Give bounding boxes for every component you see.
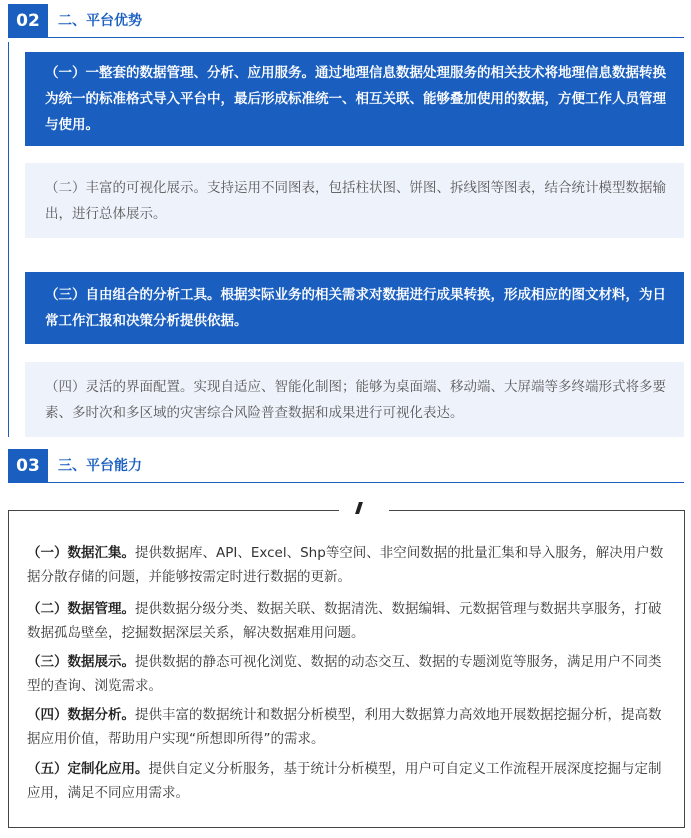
capability-text: 提供丰富的数据统计和数据分析模型，利用大数据算力高效地开展数据挖掘分析，提高数据应用价值，帮助用户实现“所想即所得”的需求。 (27, 707, 662, 747)
capability-text: 提供数据分级分类、数据关联、数据清洗、数据编辑、元数据管理与数据共享服务，打破数据孤岛壁垒，挖掘数据深层关系，解决数据难用问题。 (27, 601, 662, 641)
advantage-card-4 (25, 362, 684, 437)
section-underline (48, 482, 684, 483)
section-underline (48, 37, 684, 38)
section-number-badge: 02 (8, 4, 48, 38)
capability-text: 提供自定义分析服务，基于统计分析模型，用户可自定义工作流程开展深度挖掘与定制应用，满足不同应用需求。 (27, 761, 662, 801)
advantage-card-3 (25, 272, 684, 344)
section-header-capabilities (8, 449, 684, 483)
advantage-card-text: （二）丰富的可视化展示。支持运用不同图表，包括柱状图、饼图、拆线图等图表，结合统计模型数据输出，进行总体展示。 (45, 179, 666, 222)
section-header-advantages (8, 4, 684, 38)
capability-label: （四）数据分析。 (27, 707, 135, 723)
capability-item-5 (27, 757, 672, 805)
advantage-card-text: （一）一整套的数据管理、分析、应用服务。通过地理信息数据处理服务的相关技术将地理信息数据转换为统一的标准格式导入平台中，最后形成标准统一、相互关联、能够叠加使用的数据，方便工作人员管理与使用。 (45, 65, 666, 133)
advantage-card-2 (25, 163, 684, 238)
capability-item-3 (27, 650, 672, 698)
capability-text: 提供数据的静态可视化浏览、数据的动态交互、数据的专题浏览等服务，满足用户不同类型的查询、浏览需求。 (27, 654, 662, 694)
section-title: 三、平台能力 (58, 458, 142, 474)
capability-item-4 (27, 703, 672, 751)
capability-text: 提供数据库、API、Excel、Shp等空间、非空间数据的批量汇集和导入服务，解决用户数据分散存储的问题，并能够按需定时进行数据的更新。 (27, 545, 664, 585)
capability-box (8, 510, 685, 828)
section-left-rule (8, 42, 9, 437)
section-number-badge: 03 (8, 449, 48, 483)
capability-item-2 (27, 597, 672, 645)
capability-label: （五）定制化应用。 (27, 761, 149, 777)
box-border-gap (339, 508, 389, 514)
advantage-card-1 (25, 52, 684, 146)
advantage-card-text: （四）灵活的界面配置。实现自适应、智能化制图；能够为桌面端、移动端、大屏端等多终端形式将多要素、多时次和多区域的灾害综合风险普查数据和成果进行可视化表达。 (45, 378, 666, 421)
capability-label: （一）数据汇集。 (27, 545, 135, 561)
capability-label: （二）数据管理。 (27, 601, 135, 617)
capability-item-1 (27, 541, 672, 589)
section-title: 二、平台优势 (58, 13, 142, 29)
capability-label: （三）数据展示。 (27, 654, 135, 670)
advantage-card-text: （三）自由组合的分析工具。根据实际业务的相关需求对数据进行成果转换，形成相应的图文材料，为日常工作汇报和决策分析提供依据。 (45, 287, 666, 329)
